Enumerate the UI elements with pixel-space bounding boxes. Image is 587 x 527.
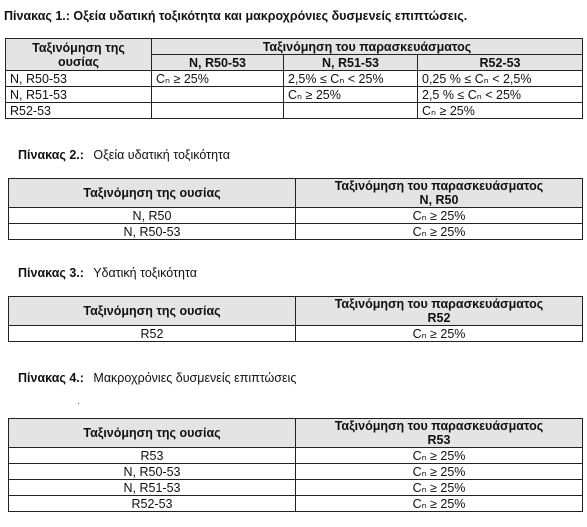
table3-head-preparation: [296, 297, 583, 326]
table4-caption: [18, 371, 296, 385]
table3-caption-text: Υδατική τοξικότητα: [93, 266, 197, 280]
table-cell: [284, 103, 418, 119]
table-cell: [152, 87, 284, 103]
table1-head-substance: Ταξινόμηση της ουσίας: [6, 39, 152, 71]
table-cell: N, R51-53: [6, 87, 152, 103]
table3-caption: [18, 266, 197, 280]
table-row: [9, 496, 583, 512]
table3-head-code: R52: [427, 311, 451, 325]
table-cell: N, R50-53: [6, 71, 152, 87]
table-cell: N, R51-53: [9, 480, 296, 496]
table-row: [6, 71, 583, 87]
table-row: [6, 87, 583, 103]
table2-head-preparation: [296, 179, 583, 208]
table-cell: Cₙ ≥ 25%: [296, 464, 583, 480]
table2-caption: [18, 148, 230, 162]
table2-head-code: N, R50: [419, 193, 459, 207]
table-row: [9, 208, 583, 224]
table-cell: R53: [9, 448, 296, 464]
table2-head-substance: Ταξινόμηση της ουσίας: [9, 179, 296, 208]
table-row: [9, 464, 583, 480]
table1: [5, 38, 583, 119]
table-cell: Cₙ ≥ 25%: [296, 208, 583, 224]
table3-caption-number: Πίνακας 3.:: [18, 266, 84, 280]
table-cell: Cₙ ≥ 25%: [296, 480, 583, 496]
table-cell: R52-53: [6, 103, 152, 119]
table1-caption: Πίνακας 1.: Οξεία υδατική τοξικότητα και μακροχρόνιες δυσμενείς επιπτώσεις.: [4, 9, 468, 23]
table2-caption-number: Πίνακας 2.:: [18, 148, 84, 162]
table-cell: Cₙ ≥ 25%: [296, 496, 583, 512]
table-cell: Cₙ ≥ 25%: [418, 103, 583, 119]
table3-head-substance: Ταξινόμηση της ουσίας: [9, 297, 296, 326]
table1-subhead: N, R51-53: [284, 55, 418, 71]
table2: [8, 178, 583, 240]
table-cell: Cₙ ≥ 25%: [284, 87, 418, 103]
table-cell: Cₙ ≥ 25%: [296, 224, 583, 240]
table-row: [6, 103, 583, 119]
table4-head-preparation-label: Ταξινόμηση του παρασκευάσματος: [334, 419, 544, 433]
table1-subhead: R52-53: [418, 55, 583, 71]
table-cell: Cₙ ≥ 25%: [296, 326, 583, 342]
table-cell: 0,25 % ≤ Cₙ < 2,5%: [418, 71, 583, 87]
stray-mark: ·: [77, 398, 81, 409]
table-cell: R52: [9, 326, 296, 342]
table4-head-preparation: [296, 419, 583, 448]
table4-caption-number: Πίνακας 4.:: [18, 371, 84, 385]
table-cell: [152, 103, 284, 119]
table3: [8, 296, 583, 342]
table4: [8, 418, 583, 512]
table-cell: N, R50: [9, 208, 296, 224]
table1-head-preparation: Ταξινόμηση του παρασκευάσματος: [152, 39, 583, 55]
table4-head-code: R53: [427, 433, 451, 447]
table-row: [9, 224, 583, 240]
table-cell: N, R50-53: [9, 464, 296, 480]
table-cell: R52-53: [9, 496, 296, 512]
table-row: [9, 480, 583, 496]
table4-head-substance: Ταξινόμηση της ουσίας: [9, 419, 296, 448]
table1-subhead: N, R50-53: [152, 55, 284, 71]
table-cell: 2,5% ≤ Cₙ < 25%: [284, 71, 418, 87]
table2-caption-text: Οξεία υδατική τοξικότητα: [93, 148, 231, 162]
table-cell: Cₙ ≥ 25%: [152, 71, 284, 87]
table-cell: Cₙ ≥ 25%: [296, 448, 583, 464]
table3-head-preparation-label: Ταξινόμηση του παρασκευάσματος: [334, 297, 544, 311]
table-row: [9, 326, 583, 342]
table4-caption-text: Μακροχρόνιες δυσμενείς επιπτώσεις: [93, 371, 297, 385]
table2-head-preparation-label: Ταξινόμηση του παρασκευάσματος: [334, 179, 544, 193]
table-cell: 2,5 % ≤ Cₙ < 25%: [418, 87, 583, 103]
table-row: [9, 448, 583, 464]
table-cell: N, R50-53: [9, 224, 296, 240]
